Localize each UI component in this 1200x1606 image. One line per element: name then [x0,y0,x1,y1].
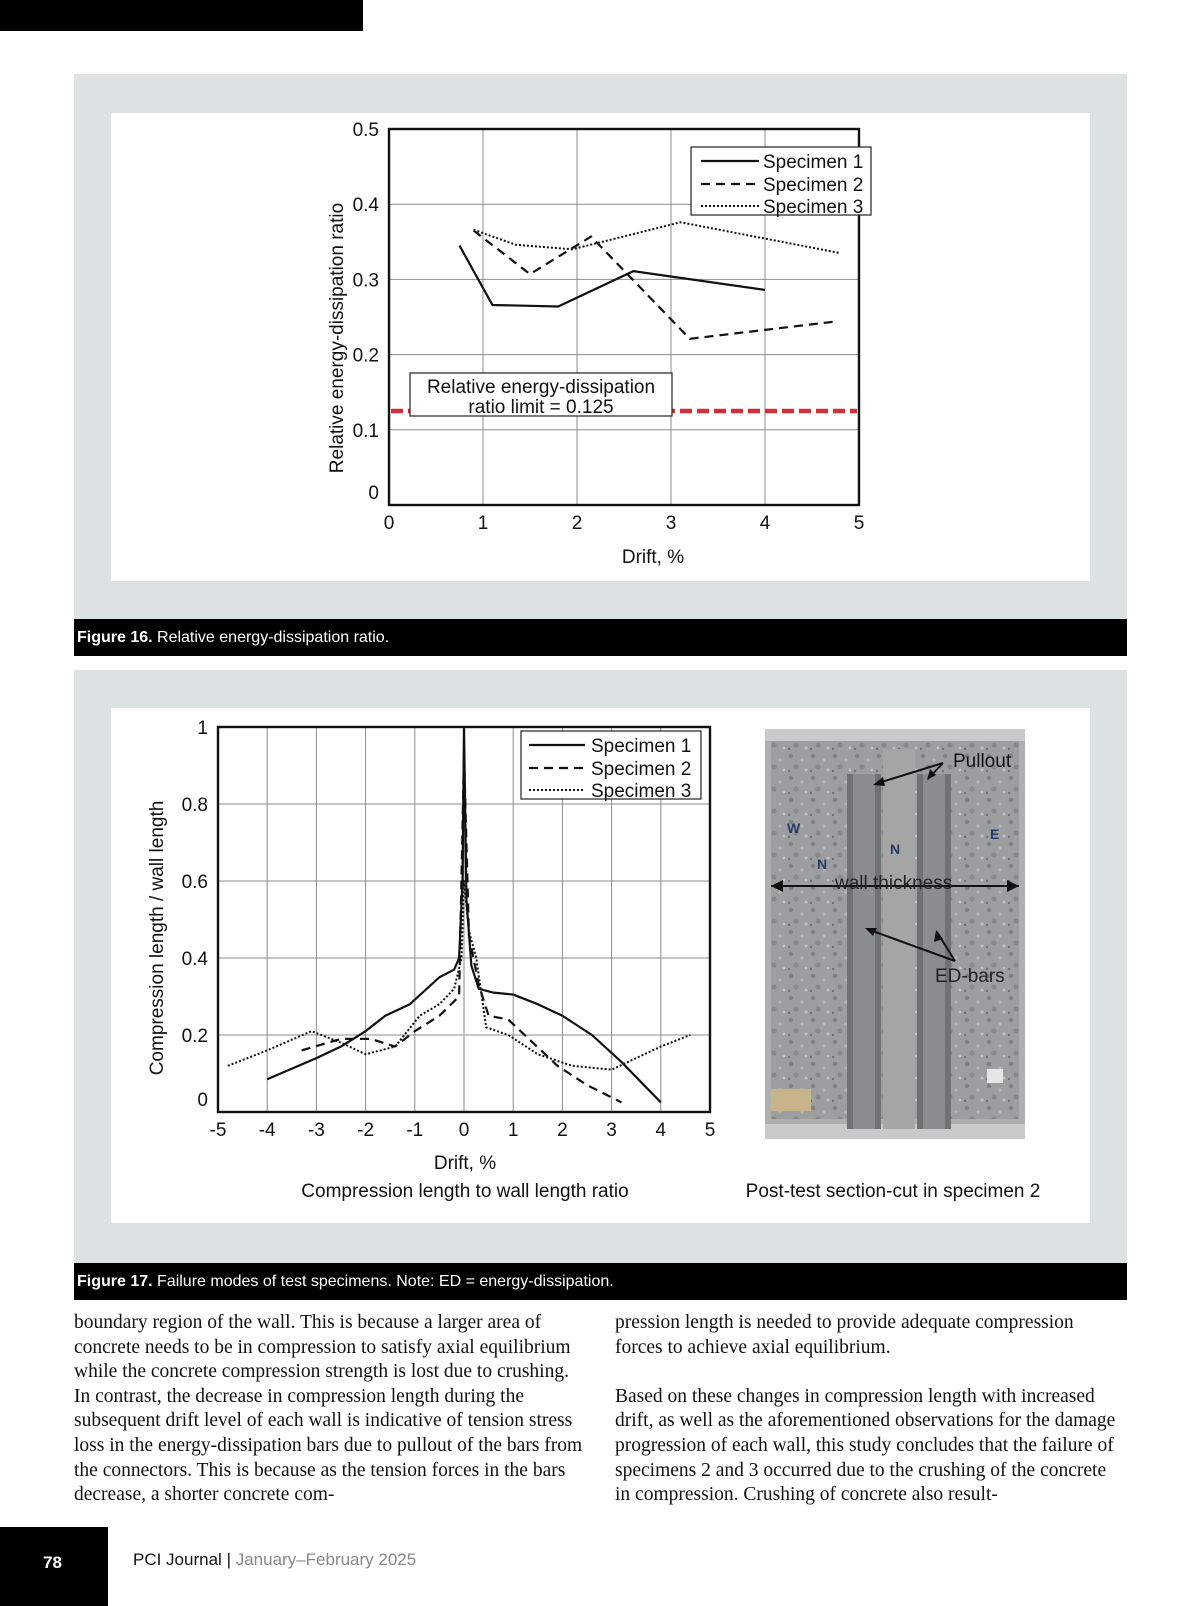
page-number: 78 [43,1553,62,1572]
figure-17-caption [74,1263,1127,1300]
figure-16-chart [111,113,1090,581]
series-line-specimen-3 [474,222,841,253]
chart-subtitle: Compression length to wall length ratio [301,1181,629,1202]
x-tick-label: 2 [557,1120,568,1141]
body-paragraph: Based on these changes in compression length with increased drift, as well as the aforementioned observations for the damage progression of each wall, this study concludes that the failure of specimens 2 and 3 occurred due to the crushing of the concrete in compression. Crushing of concrete also result- [615,1385,1116,1506]
journal-name: PCI Journal [133,1550,222,1569]
y-tick-label: 0 [197,1090,208,1111]
figure-17-caption-label: Figure 17. [77,1273,153,1290]
x-tick-label: -3 [307,1120,325,1141]
x-tick-label: 4 [759,513,771,534]
y-tick-label: 0.4 [352,195,379,217]
y-tick-label: 0.3 [352,270,379,292]
legend-label-specimen-1: Specimen 1 [591,736,692,757]
series-line-specimen-1 [460,246,766,307]
y-tick-label: 0.8 [181,795,208,816]
svg-text:E: E [990,826,1000,842]
figure-16-chart-area [111,113,1090,581]
x-tick-label: 4 [655,1120,667,1141]
header-bar [0,0,363,31]
legend-label-specimen-1: Specimen 1 [763,152,864,173]
y-tick-label: 0 [368,483,379,504]
figure-16-caption [74,619,1127,656]
x-tick-label: 0 [383,513,395,534]
x-tick-label: 5 [853,513,865,534]
y-tick-label: 0.2 [181,1026,208,1047]
svg-text:N: N [890,841,901,857]
page-number-block [0,1527,108,1606]
limit-annotation-line1: Relative energy-dissipation [426,377,656,398]
x-tick-label: -1 [406,1120,424,1141]
y-axis-label: Compression length / wall length [147,800,168,1076]
legend-label-specimen-3: Specimen 3 [591,781,692,802]
y-tick-label: 0.5 [352,120,379,141]
footer-separator: | [226,1550,231,1569]
legend-label-specimen-3: Specimen 3 [763,197,864,218]
y-tick-label: 0.4 [181,949,208,970]
pullout-label: Pullout [953,751,1012,772]
x-tick-label: 1 [507,1120,519,1141]
legend-label-specimen-2: Specimen 2 [763,175,864,196]
figure-17-caption-text: Failure modes of test specimens. Note: ED = energy-dissipation. [152,1273,614,1290]
x-axis-label: Drift, % [621,547,685,568]
x-tick-label: 3 [606,1120,617,1141]
figure-16-caption-text: Relative energy-dissipation ratio. [152,629,390,646]
x-tick-label: 3 [665,513,677,534]
wall-thickness-label: wall thickness [835,873,953,894]
y-tick-label: 1 [197,718,208,739]
x-tick-label: 2 [571,513,583,534]
x-tick-label: 0 [458,1120,470,1141]
limit-annotation-line2: ratio limit = 0.125 [468,397,614,418]
y-axis-label: Relative energy-dissipation ratio [327,202,348,474]
y-tick-label: 0.6 [181,872,208,893]
x-axis-label: Drift, % [433,1153,497,1174]
x-tick-label: 1 [477,513,489,534]
issue-date: January–February 2025 [235,1550,417,1569]
section-cut-photo [765,729,1025,1139]
svg-text:N: N [817,856,828,872]
section-cut-image [765,729,1025,1139]
body-paragraph: boundary region of the wall. This is because a larger area of concrete needs to be in compression to satisfy axial equilibrium while the concrete compression strength is lost due to crushing. In contrast, the decrease in compression length during the subsequent drift level of each wall is indicative of tension stress loss in the energy-dissipation bars due to pullout of the bars from the connectors. This is because as the tension forces in the bars decrease, a shorter concrete com- [74,1312,583,1506]
body-paragraph: pression length is needed to provide adequate compression forces to achieve axial equilibrium. [615,1312,1074,1358]
body-column-right [615,1311,1125,1508]
x-tick-label: -5 [209,1120,227,1141]
y-tick-label: 0.1 [352,420,379,442]
legend-label-specimen-2: Specimen 2 [591,759,692,780]
ed-bars-label: ED-bars [935,966,1005,987]
x-tick-label: -2 [357,1120,375,1141]
x-tick-label: 5 [704,1120,716,1141]
body-column-left [74,1311,584,1508]
photo-caption: Post-test section-cut in specimen 2 [745,1181,1041,1202]
svg-text:W: W [787,820,801,836]
footer-journal [133,1550,416,1570]
x-tick-label: -4 [258,1120,276,1141]
y-tick-label: 0.2 [352,345,379,367]
figure-16-caption-label: Figure 16. [77,629,153,646]
